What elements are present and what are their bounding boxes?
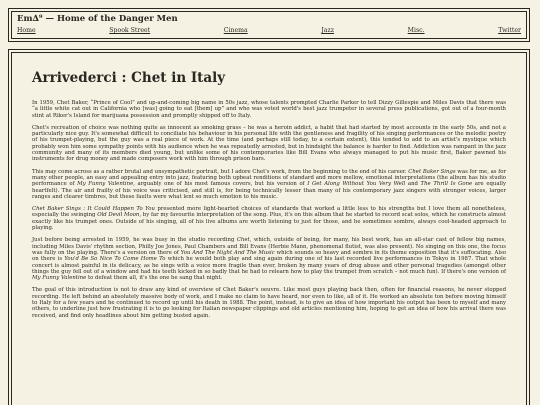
article-body	[11, 52, 527, 405]
article-paragraph	[32, 125, 506, 163]
italic-title: You'd Be So Nice To Come Home To	[64, 256, 166, 263]
italic-title: My Funny Valentine	[77, 181, 134, 188]
article-paragraph	[32, 206, 506, 231]
text-run: , which, outside of being, for many, his best work, has an all-star cast of fellow big names, including Miles Davis' rhythm section, Philly Joe Jones, Paul Chambers and Bill Evans (Herbie Mann, phenomenal flutist, was also present). No singing on this one, the focus was fully on the playing. There's a version on there of	[32, 237, 506, 256]
text-run: , arguably one of his most famous covers, but his version of	[133, 181, 308, 188]
italic-title: You And The Night And The Music	[180, 249, 275, 256]
text-run: Chet's recreation of choice was nothing quite as innocent as smoking grass – he was a heroin addict, a habit that had started by most accounts in the early 50s, and not a particularly nice guy. It's somewhat difficult to conciliate his behaviour in his personal life with the gentleness and fragility of his singing performances or the melodic poetry of his trumpet-playing, but the guy was a real piece of work. At the time (and perhaps still today, to a certain extent), this tended to add to an artist's mystique which probably won him some sympathy points with his audience when he was repeatedly arrested, but in hindsight the balance is harder to find. Addiction was rampant in the jazz community and many of its members died young, but unlike some of his contemporaries like Bill Evans who always managed to put his music first, Baker pawned his instruments for drug money and made composers work with him through prison bars.	[32, 124, 506, 163]
text-run: are equally heartfelt). The air and frailty of his voice was criticised, and still is, for being technically lesser than many of his contemporary jazz singers with stronger voices, larger ranges and clearer timbres, but these faults were what lent so much emotion to his music.	[32, 181, 506, 200]
article-paragraphs	[32, 100, 506, 319]
text-run: Just before being arrested in 1959, he was busy in the studio recording	[32, 237, 237, 244]
site-title: Em∆⁹ — Home of the Danger Men	[17, 14, 178, 24]
text-run: The goal of this introduction is not to draw any kind of overview of Chet Baker's oeuvre. Like most guys playing back then, often for financial reasons, he never stopped recording. He left behind an absolutely massive body of work, and I make no claim to have heard, nor even to like, all of it. He worked an absolute ton before moving himself to Italy for a few years and he continued to record up until his death in 1988. The point, instead, is to give an idea of how important his output has been to myself and many others, to underline just how frustrating it is to go looking for Italian newspaper clippings and old articles mentioning him, hoping to get an idea of how his arrival there was received, and find only headlines about him getting busted again.	[32, 287, 506, 319]
text-run: to defeat them all, it's the one he sang that night.	[86, 275, 223, 282]
nav-link-home[interactable]: Home	[17, 27, 36, 34]
italic-title: Chet	[236, 237, 250, 244]
nav-link-spook-street[interactable]: Spook Street	[109, 27, 151, 34]
italic-title: My Funny Valentine	[32, 275, 87, 282]
text-run: In 1959, Chet Baker, “Prince of Cool” and up-and-coming big name in 50s jazz, whose talents prompted Charlie Parker to tell Dizzy Gillespie and Miles Davis that there was “a little white cat out in California who [was] going to eat [them] up” and who was voted world's best jazz trumpeter in several press publications, got out of a four-month stint at Riker's Island for marijuana possession and promptly shipped off to Italy.	[32, 100, 506, 119]
nav-link-cinema[interactable]: Cinema	[223, 27, 248, 34]
site-header	[8, 8, 530, 42]
italic-title: Chet Baker Sings	[408, 168, 456, 175]
italic-title: The Thrill Is Gone	[420, 181, 473, 188]
article-paragraph	[32, 169, 506, 200]
article-title: Arrivederci : Chet in Italy	[32, 70, 226, 86]
main-nav	[17, 27, 521, 35]
text-run: which he would both play and sing again during one of his last recorded live performances in Tokyo in 1987. That whole concert is almost painful in its delicacy, as he sings with a voice more fragile than ever, broken by many years of drug abuse and other personal tragedies (amongst other things the guy fell out of a window and had his teeth kicked in so badly that he had to relearn how to play the trumpet from scratch – not much fun). If there's one version of	[32, 256, 506, 275]
text-run: which sounds so heavy and sombre in its theme exposition that it's suffocating. Also on there is	[32, 249, 506, 263]
text-run: was for me, as for many other people, an easy and appealing entry into jazz, featuring both upbeat renditions of standard and more mellow, emotional interpretations (the album has his studio performance of	[32, 168, 507, 188]
italic-title: I Get Along Without You Very Well	[307, 181, 406, 188]
text-run: presented more light-hearted choices of standards that worked a little less to his strengths but I love them all nonetheless, especially the swinging	[32, 206, 506, 219]
text-run: and	[405, 181, 421, 188]
text-run: , by far my favourite interpretation of the song. Plus, it's on this album that he started to record scat solos, which he constructs almost exactly like his trumpet ones. Outside of his singing, all of his live albums are worth listening to just for those, and he sometimes sombre, always cool-headed approach to playing.	[32, 212, 506, 232]
italic-title: Chet Baker Sings : It Could Happen To You	[32, 206, 155, 213]
nav-link-misc[interactable]: Misc.	[407, 27, 425, 34]
text-run: This may come across as a rather brutal and unsympathetic portrait, but I adore Chet's work, from the beginning to the end of his career.	[32, 168, 409, 175]
italic-title: Old Devil Moon	[97, 212, 140, 219]
article-frame	[8, 49, 530, 405]
nav-link-jazz[interactable]: Jazz	[321, 27, 335, 34]
article-paragraph	[32, 287, 506, 318]
nav-link-twitter[interactable]: Twitter	[498, 27, 521, 34]
article-paragraph	[32, 237, 506, 281]
article-paragraph	[32, 100, 506, 119]
site-header-inner	[11, 11, 527, 39]
